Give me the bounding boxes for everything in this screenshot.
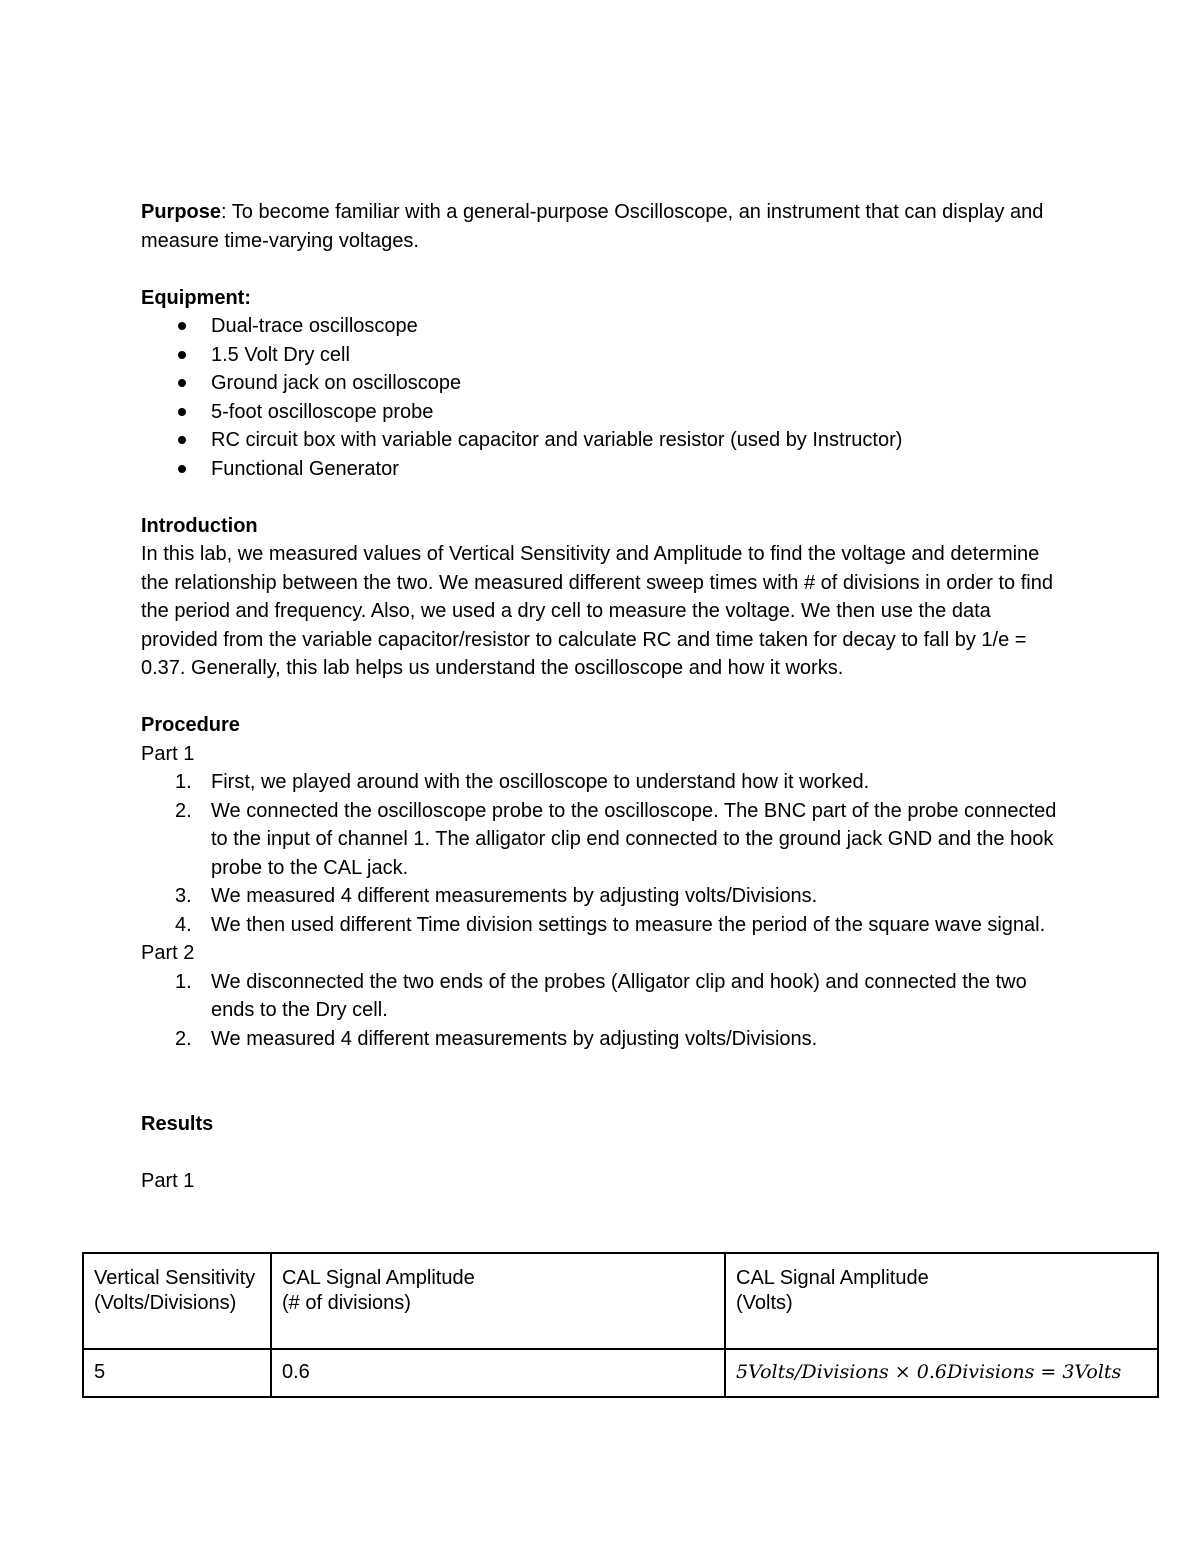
results-table [82, 1252, 1159, 1398]
procedure-part2-label: Part 2 [141, 942, 195, 964]
results-heading: Results [141, 1113, 214, 1135]
introduction-heading: Introduction [141, 514, 258, 537]
equipment-heading: Equipment: [141, 286, 251, 309]
table-header-cell: Vertical Sensitivity (Volts/Divisions) [83, 1253, 271, 1349]
table-cell: 0.6 [271, 1349, 725, 1397]
list-item: Ground jack on oscilloscope [141, 369, 1071, 398]
list-item: 2. We connected the oscilloscope probe to the oscilloscope. The BNC part of the probe connected to the input of channel 1. The alligator clip end connected to the ground jack GND and the hook probe to the CAL jack. [175, 799, 1057, 879]
list-item: 1.5 Volt Dry cell [141, 341, 1071, 370]
list-item: 1. First, we played around with the oscilloscope to understand how it worked. [175, 771, 870, 793]
purpose-paragraph [141, 198, 1071, 255]
bullet-icon [178, 379, 186, 387]
bullet-icon [178, 351, 186, 359]
list-item: Functional Generator [141, 455, 1071, 484]
list-item: Dual-trace oscilloscope [141, 312, 1071, 341]
table-cell: 5 [83, 1349, 271, 1397]
list-item: 1. We disconnected the two ends of the probes (Alligator clip and hook) and connected the two ends to the Dry cell. [175, 970, 1027, 1021]
bullet-icon [178, 436, 186, 444]
purpose-label: Purpose [141, 201, 222, 223]
procedure-heading: Procedure [141, 714, 240, 736]
table-row [83, 1349, 1158, 1397]
introduction-text: In this lab, we measured values of Vertical Sensitivity and Amplitude to find the voltage and determine the relationship between the two. We measured different sweep times with # of divisions in order to find the period and frequency. Also, we used a dry cell to measure the voltage. We then use the data provided from the variable capacitor/resistor to calculate RC and time taken for decay to fall by 1/e = 0.37. Generally, this lab helps us understand the oscilloscope and how it works. [141, 543, 1053, 679]
list-item: 5-foot oscilloscope probe [141, 398, 1071, 427]
purpose-text: : To become familiar with a general-purpose Oscilloscope, an instrument that can display and measure time-varying voltages. [141, 201, 1044, 252]
table-header-cell: CAL Signal Amplitude (Volts) [725, 1253, 1158, 1349]
procedure-part2-steps [141, 968, 1071, 1054]
bullet-icon [178, 465, 186, 473]
formula: 5Volts/Divisions × 0.6Divisions = 3Volts [736, 1361, 1122, 1383]
results-part-label: Part 1 [141, 1170, 195, 1192]
list-item: RC circuit box with variable capacitor and variable resistor (used by Instructor) [141, 426, 1071, 455]
table-cell [725, 1349, 1158, 1397]
bullet-icon [178, 408, 186, 416]
equipment-list [141, 312, 1071, 483]
document-body [141, 198, 1071, 1196]
procedure-part1-label: Part 1 [141, 742, 195, 765]
table-header-cell: CAL Signal Amplitude (# of divisions) [271, 1253, 725, 1349]
list-item: 2. We measured 4 different measurements by adjusting volts/Divisions. [175, 1027, 818, 1050]
procedure-part1-steps [141, 768, 1071, 939]
table-header-row [83, 1253, 1158, 1349]
list-item: 4. We then used different Time division settings to measure the period of the square wave signal. [175, 913, 1046, 936]
bullet-icon [178, 322, 186, 330]
list-item: 3. We measured 4 different measurements by adjusting volts/Divisions. [175, 885, 818, 907]
